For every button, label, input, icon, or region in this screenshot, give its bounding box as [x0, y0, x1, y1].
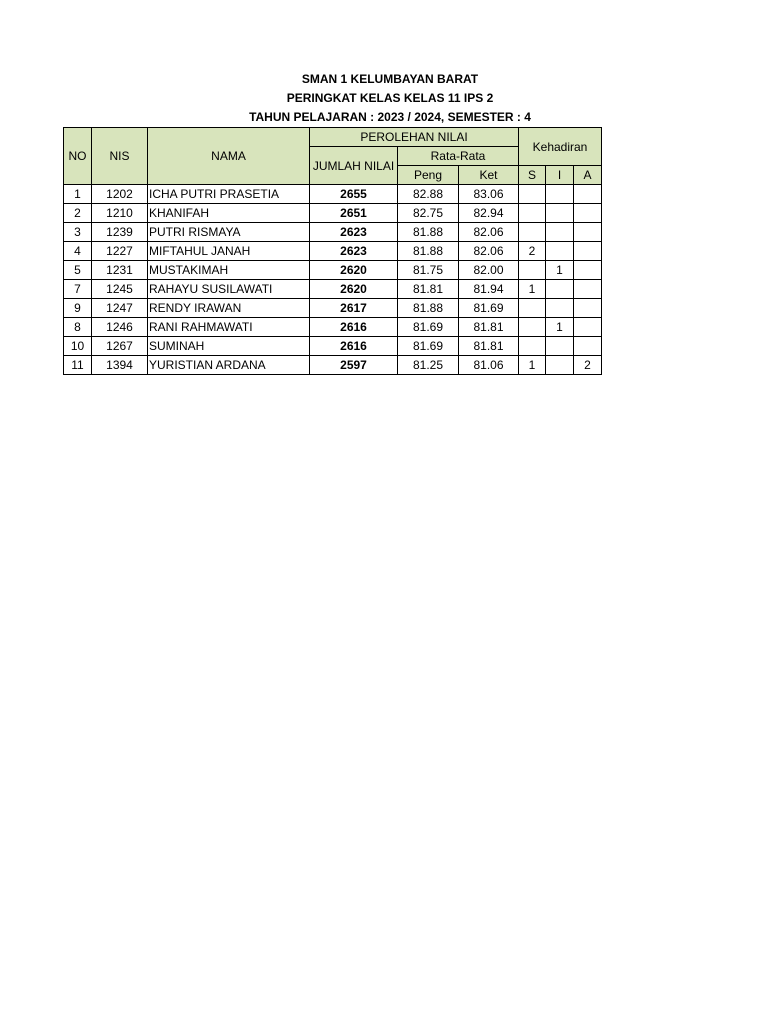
cell-i [546, 242, 574, 261]
cell-no: 2 [64, 204, 92, 223]
cell-nama: SUMINAH [148, 337, 310, 356]
cell-i [546, 299, 574, 318]
cell-nis: 1394 [92, 356, 148, 375]
table-row [64, 185, 602, 204]
cell-ket: 82.94 [459, 204, 519, 223]
cell-nama: MUSTAKIMAH [148, 261, 310, 280]
col-header-a: A [574, 166, 602, 185]
cell-no: 10 [64, 337, 92, 356]
cell-jumlah: 2620 [310, 280, 398, 299]
cell-i [546, 280, 574, 299]
cell-s [519, 204, 546, 223]
cell-i [546, 337, 574, 356]
col-header-nama: NAMA [148, 128, 310, 185]
cell-no: 4 [64, 242, 92, 261]
col-header-rata: Rata-Rata [398, 147, 519, 166]
table-row [64, 223, 602, 242]
table-row [64, 299, 602, 318]
table-row [64, 242, 602, 261]
cell-jumlah: 2616 [310, 318, 398, 337]
cell-a [574, 242, 602, 261]
cell-s [519, 299, 546, 318]
table-row [64, 337, 602, 356]
cell-s: 1 [519, 356, 546, 375]
cell-a [574, 204, 602, 223]
cell-ket: 81.81 [459, 337, 519, 356]
cell-a [574, 261, 602, 280]
col-header-perolehan: PEROLEHAN NILAI [310, 128, 519, 147]
cell-jumlah: 2597 [310, 356, 398, 375]
cell-a [574, 185, 602, 204]
table-row [64, 356, 602, 375]
cell-s: 1 [519, 280, 546, 299]
cell-s: 2 [519, 242, 546, 261]
ranking-table [63, 127, 602, 375]
cell-s [519, 318, 546, 337]
col-header-s: S [519, 166, 546, 185]
cell-ket: 82.06 [459, 223, 519, 242]
report-title: PERINGKAT KELAS KELAS 11 IPS 2 [286, 91, 494, 105]
cell-no: 11 [64, 356, 92, 375]
col-header-nis: NIS [92, 128, 148, 185]
cell-jumlah: 2623 [310, 242, 398, 261]
cell-ket: 82.06 [459, 242, 519, 261]
cell-peng: 81.25 [398, 356, 459, 375]
cell-s [519, 261, 546, 280]
cell-peng: 81.88 [398, 223, 459, 242]
cell-jumlah: 2651 [310, 204, 398, 223]
cell-peng: 82.88 [398, 185, 459, 204]
col-header-ket: Ket [459, 166, 519, 185]
cell-nis: 1245 [92, 280, 148, 299]
cell-nama: MIFTAHUL JANAH [148, 242, 310, 261]
cell-a: 2 [574, 356, 602, 375]
cell-i [546, 204, 574, 223]
cell-i [546, 185, 574, 204]
cell-peng: 81.69 [398, 337, 459, 356]
table-row [64, 261, 602, 280]
cell-nis: 1247 [92, 299, 148, 318]
cell-nis: 1202 [92, 185, 148, 204]
cell-a [574, 337, 602, 356]
cell-nama: RENDY IRAWAN [148, 299, 310, 318]
cell-jumlah: 2655 [310, 185, 398, 204]
cell-nama: PUTRI RISMAYA [148, 223, 310, 242]
cell-jumlah: 2617 [310, 299, 398, 318]
document-header [190, 70, 590, 127]
cell-peng: 81.88 [398, 299, 459, 318]
cell-jumlah: 2620 [310, 261, 398, 280]
school-name: SMAN 1 KELUMBAYAN BARAT [301, 72, 479, 86]
cell-nama: KHANIFAH [148, 204, 310, 223]
cell-a [574, 223, 602, 242]
cell-nama: RANI RAHMAWATI [148, 318, 310, 337]
cell-s [519, 185, 546, 204]
cell-nis: 1246 [92, 318, 148, 337]
cell-no: 1 [64, 185, 92, 204]
cell-a [574, 280, 602, 299]
cell-no: 3 [64, 223, 92, 242]
cell-s [519, 223, 546, 242]
col-header-peng: Peng [398, 166, 459, 185]
cell-i: 1 [546, 318, 574, 337]
cell-ket: 82.00 [459, 261, 519, 280]
cell-nis: 1227 [92, 242, 148, 261]
cell-nis: 1210 [92, 204, 148, 223]
cell-ket: 81.06 [459, 356, 519, 375]
cell-jumlah: 2616 [310, 337, 398, 356]
table-row [64, 204, 602, 223]
col-header-no: NO [64, 128, 92, 185]
cell-no: 9 [64, 299, 92, 318]
col-header-jumlah: JUMLAH NILAI [310, 147, 398, 185]
cell-peng: 81.81 [398, 280, 459, 299]
cell-nama: RAHAYU SUSILAWATI [148, 280, 310, 299]
cell-nis: 1239 [92, 223, 148, 242]
cell-a [574, 318, 602, 337]
cell-s [519, 337, 546, 356]
cell-nis: 1231 [92, 261, 148, 280]
cell-i [546, 223, 574, 242]
cell-peng: 81.88 [398, 242, 459, 261]
cell-no: 7 [64, 280, 92, 299]
cell-jumlah: 2623 [310, 223, 398, 242]
cell-i [546, 356, 574, 375]
cell-peng: 82.75 [398, 204, 459, 223]
academic-year: TAHUN PELAJARAN : 2023 / 2024, SEMESTER : 4 [249, 110, 531, 124]
cell-ket: 81.69 [459, 299, 519, 318]
cell-peng: 81.75 [398, 261, 459, 280]
cell-nama: ICHA PUTRI PRASETIA [148, 185, 310, 204]
table-row [64, 318, 602, 337]
cell-no: 8 [64, 318, 92, 337]
cell-no: 5 [64, 261, 92, 280]
cell-ket: 81.94 [459, 280, 519, 299]
col-header-i: I [546, 166, 574, 185]
cell-a [574, 299, 602, 318]
cell-ket: 83.06 [459, 185, 519, 204]
cell-nis: 1267 [92, 337, 148, 356]
cell-nama: YURISTIAN ARDANA [148, 356, 310, 375]
cell-ket: 81.81 [459, 318, 519, 337]
cell-i: 1 [546, 261, 574, 280]
table-row [64, 280, 602, 299]
col-header-kehadiran: Kehadiran [519, 128, 602, 166]
cell-peng: 81.69 [398, 318, 459, 337]
